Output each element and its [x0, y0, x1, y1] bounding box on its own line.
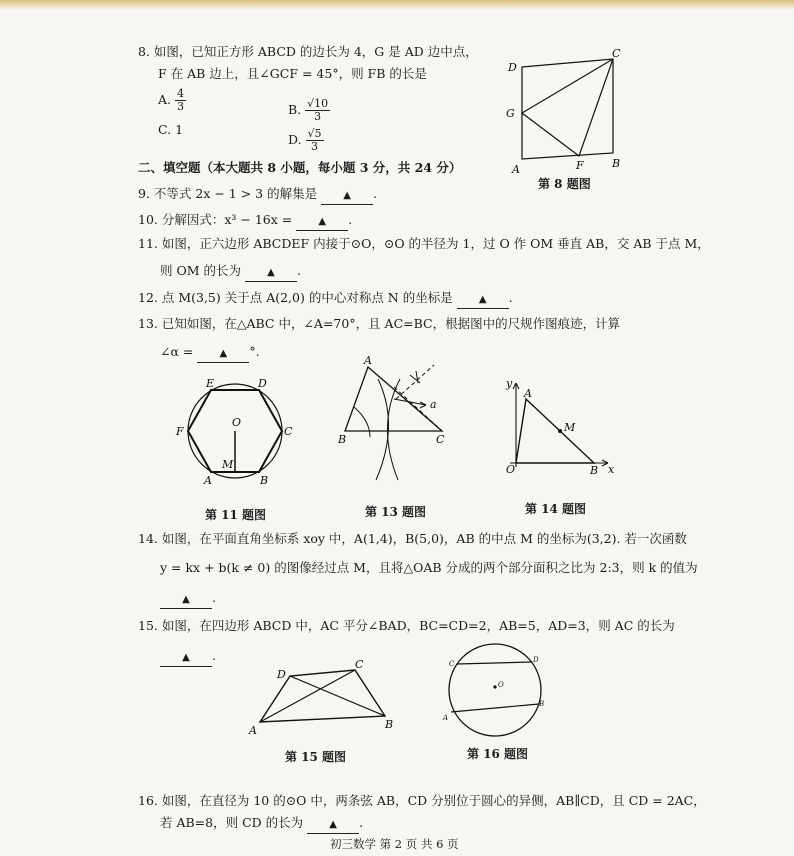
q16-chord-cd — [457, 662, 531, 664]
q8-option-a — [158, 88, 186, 113]
page-edge-shadow — [0, 0, 794, 10]
q15-diagonal-ac — [260, 670, 355, 722]
q14-answer-blank[interactable]: ▲ — [160, 592, 212, 609]
q11-label-o: O — [232, 416, 242, 429]
q10-text: 10. 分解因式：x³ − 16x = — [138, 212, 293, 227]
q13-line2 — [160, 344, 260, 363]
q16-end: . — [359, 815, 364, 830]
q8-figure — [500, 45, 630, 180]
q15-label-b: B — [385, 718, 394, 731]
q8-option-d-fraction — [306, 128, 324, 153]
q15-label-c: C — [355, 658, 364, 671]
q15-line1: 15. 如图，在四边形 ABCD 中，AC 平分∠BAD，BC=CD=2，AB=5，AD=3，则 AC 的长为 — [138, 618, 675, 633]
q8-caption: 第 8 题图 — [538, 177, 591, 191]
q13-caption: 第 13 题图 — [365, 505, 427, 519]
q13-cross-mark — [410, 371, 420, 383]
q8-stem-line2: F 在 AB 边上，且∠GCF = 45°，则 FB 的长是 — [158, 66, 427, 81]
q14-point-m — [558, 429, 562, 433]
q16-center — [493, 685, 496, 688]
q14-caption: 第 14 题图 — [525, 502, 587, 516]
q10 — [138, 212, 352, 231]
q15-diagonal-bd — [290, 676, 385, 716]
q11-figure — [176, 376, 300, 487]
q8-stem-line1: 8. 如图，已知正方形 ABCD 的边长为 4，G 是 AD 边中点， — [138, 44, 478, 59]
q13-line1: 13. 已知如图，在△ABC 中，∠A=70°，且 AC=BC，根据图中的尺规作图痕迹，计算 — [138, 316, 621, 331]
q16-line2 — [160, 815, 363, 834]
q8-option-a-num: 4 — [177, 87, 184, 100]
q15-figure — [245, 660, 405, 740]
section2-header: 二、填空题（本大题共 8 小题，每小题 3 分，共 24 分） — [138, 160, 462, 175]
q13-end: °. — [249, 344, 260, 359]
q14-label-x: x — [608, 463, 615, 476]
q14-line1: 14. 如图，在平面直角坐标系 xoy 中，A(1,4)，B(5,0)，AB 的中点 M 的坐标为(3,2). 若一次函数 — [138, 531, 687, 546]
q9-end: . — [373, 186, 378, 201]
q13-label-alpha: a — [430, 398, 437, 411]
q12-answer-blank[interactable]: ▲ — [457, 292, 509, 309]
q8-square — [522, 59, 613, 159]
q11-label-m: M — [222, 458, 234, 471]
q16-chord-ab — [451, 704, 539, 712]
q13-arc-left — [376, 379, 389, 480]
q9 — [138, 186, 377, 205]
q12 — [138, 290, 513, 309]
q16-label-a: A — [443, 714, 449, 722]
q15-answer-blank[interactable]: ▲ — [160, 650, 212, 667]
q14-label-a: A — [524, 387, 532, 400]
q16-label-b: B — [539, 700, 545, 708]
q16-answer-blank[interactable]: ▲ — [307, 817, 359, 834]
q8-label-f: F — [576, 159, 584, 172]
q11-label-b: B — [260, 474, 269, 487]
q12-end: . — [508, 290, 513, 305]
q14-end: . — [212, 590, 216, 605]
q9-text: 9. 不等式 2x − 1 > 3 的解集是 — [138, 186, 318, 201]
q15-caption: 第 15 题图 — [285, 750, 347, 764]
q9-answer-blank[interactable]: ▲ — [321, 188, 373, 205]
q8-triangle-gcf — [522, 59, 613, 156]
q8-option-b — [288, 98, 330, 123]
q14-label-y: y — [506, 377, 513, 390]
q8-label-b: B — [612, 157, 621, 170]
q8-option-b-num: √10 — [307, 97, 329, 110]
q13-label-b: B — [338, 433, 347, 446]
q10-end: . — [348, 212, 353, 227]
q8-label-d: D — [508, 61, 517, 74]
q14-label-m: M — [564, 421, 576, 434]
q13-label-c: C — [436, 433, 445, 446]
q16-label-o: O — [498, 681, 504, 689]
q11-line1: 11. 如图，正六边形 ABCDEF 内接于⊙O，⊙O 的半径为 1，过 O 作 OM 垂直 AB，交 AB 于点 M， — [138, 236, 710, 251]
q11-label-d: D — [258, 377, 267, 390]
q13-answer-blank[interactable]: ▲ — [197, 346, 249, 363]
q13-arc-right — [387, 379, 400, 480]
q15-label-d: D — [277, 668, 286, 681]
q8-option-a-den: 3 — [177, 100, 184, 113]
q8-option-a-fraction — [175, 88, 186, 113]
q10-answer-blank[interactable]: ▲ — [296, 214, 348, 231]
q14-line3 — [160, 590, 216, 609]
q8-label-c: C — [612, 47, 621, 60]
q16-label-d: D — [533, 656, 539, 664]
q11-label-a: A — [204, 474, 212, 487]
q14-triangle-oab — [516, 399, 594, 463]
q13-arrow — [420, 402, 426, 408]
q16-label-c: C — [449, 660, 455, 668]
q16-caption: 第 16 题图 — [467, 747, 529, 761]
q16-text: 若 AB=8，则 CD 的长为 — [160, 815, 304, 830]
q8-option-b-label: B. — [288, 102, 302, 117]
q13-arc-b — [354, 407, 370, 437]
q16-circle — [449, 644, 541, 736]
q8-option-b-fraction — [305, 98, 330, 123]
q13-figure — [330, 355, 460, 490]
q11-label-c: C — [284, 425, 293, 438]
q15-label-a: A — [249, 724, 257, 737]
q14-label-o: O — [506, 463, 516, 476]
q16-line1: 16. 如图，在直径为 10 的⊙O 中，两条弦 AB，CD 分别位于圆心的异侧，AB∥CD，且 CD = 2AC， — [138, 793, 706, 808]
q13-label-a: A — [364, 354, 372, 367]
q15-line2 — [160, 648, 216, 667]
q11-label-e: E — [206, 377, 215, 390]
q13-triangle — [345, 367, 442, 431]
q8-option-b-den: 3 — [314, 110, 322, 123]
q11-text: 则 OM 的长为 — [160, 263, 241, 278]
q8-option-d — [288, 128, 324, 153]
q8-option-c: C. 1 — [158, 122, 184, 137]
q14-line2: y = kx + b(k ≠ 0) 的图像经过点 M，且将△OAB 分成的两个部分面积之比为 2:3，则 k 的值为 — [160, 560, 698, 575]
q11-label-f: F — [176, 425, 184, 438]
page-footer: 初三数学 第 2 页 共 6 页 — [330, 837, 459, 851]
q8-option-a-label: A. — [158, 92, 172, 107]
q8-option-d-label: D. — [288, 132, 302, 147]
q8-label-a: A — [512, 163, 520, 176]
q11-line2 — [160, 263, 301, 282]
q8-option-d-den: 3 — [311, 140, 319, 153]
q8-label-g: G — [506, 107, 515, 120]
q15-end: . — [212, 648, 216, 663]
q14-figure — [500, 375, 618, 475]
q13-dash-up — [396, 365, 434, 399]
q8-option-d-num: √5 — [307, 127, 322, 140]
q13-text: ∠α = — [160, 344, 194, 359]
q11-answer-blank[interactable]: ▲ — [245, 265, 297, 282]
q12-text: 12. 点 M(3,5) 关于点 A(2,0) 的中心对称点 N 的坐标是 — [138, 290, 453, 305]
q14-label-b: B — [590, 464, 599, 477]
q11-end: . — [296, 263, 301, 278]
q16-figure — [445, 640, 555, 740]
q11-caption: 第 11 题图 — [205, 508, 267, 522]
